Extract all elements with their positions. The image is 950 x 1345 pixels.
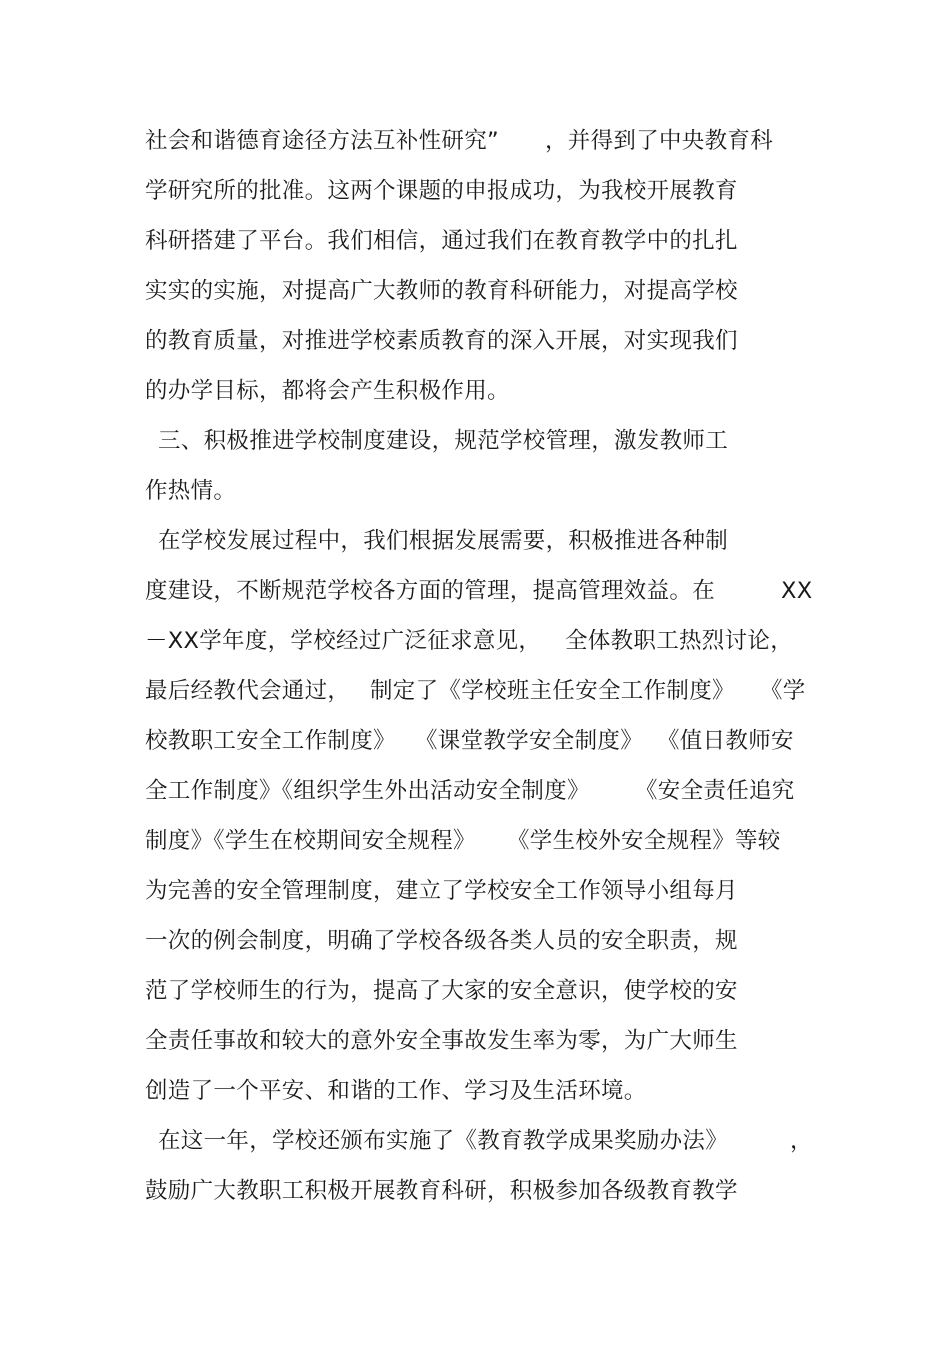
text-segment: 作热情。 (145, 478, 237, 504)
text-segment: －XX学年度，学校经过广泛征求意见， (145, 628, 542, 654)
text-segment: 《安全责任追究 (635, 778, 795, 804)
text-segment: 校教职工安全工作制度》 (145, 728, 396, 754)
text-segment: ，并得到了中央教育科 (545, 128, 774, 154)
text-segment: 一次的例会制度，明确了学校各级各类人员的安全职责，规 (145, 928, 738, 954)
text-segment: 的办学目标，都将会产生积极作用。 (145, 378, 510, 404)
text-segment: 全工作制度》《组织学生外出活动安全制度》 (145, 778, 590, 804)
text-segment: 全体教职工热烈讨论， (565, 628, 794, 654)
text-segment: 学研究所的批准。这两个课题的申报成功，为我校开展教育 (145, 178, 738, 204)
text-segment: 《课堂教学安全制度》 (415, 728, 644, 754)
text-segment: 三、积极推进学校制度建设，规范学校管理，激发教师工 (158, 428, 729, 454)
text-segment: 制定了《学校班主任安全工作制度》 (370, 678, 735, 704)
text-segment: 在这一年，学校还颁布实施了《教育教学成果奖励办法》 (158, 1128, 729, 1154)
text-segment: 创造了一个平安、和谐的工作、学习及生活环境。 (145, 1078, 647, 1104)
text-segment: 的教育质量，对推进学校素质教育的深入开展，对实现我们 (145, 328, 738, 354)
text-segment: 《学生校外安全规程》等较 (507, 828, 781, 854)
text-segment: XX (781, 578, 813, 604)
text-segment: 鼓励广大教职工积极开展教育科研，积极参加各级教育教学 (145, 1178, 738, 1204)
text-segment: ， (790, 1128, 813, 1154)
text-segment: 最后经教代会通过， (145, 678, 351, 704)
text-segment: 为完善的安全管理制度，建立了学校安全工作领导小组每月 (145, 878, 738, 904)
text-segment: 在学校发展过程中，我们根据发展需要，积极推进各种制 (158, 528, 729, 554)
text-segment: 全责任事故和较大的意外安全事故发生率为零，为广大师生 (145, 1028, 738, 1054)
text-segment: 社会和谐德育途径方法互补性研究” (145, 128, 499, 154)
text-segment: 范了学校师生的行为，提高了大家的安全意识，使学校的安 (145, 978, 738, 1004)
text-segment: 实实的实施，对提高广大教师的教育科研能力，对提高学校 (145, 278, 738, 304)
text-segment: 《学 (760, 678, 806, 704)
text-segment: 度建设，不断规范学校各方面的管理，提高管理效益。在 (145, 578, 716, 604)
text-segment: 科研搭建了平台。我们相信，通过我们在教育教学中的扎扎 (145, 228, 738, 254)
text-segment: 制度》《学生在校期间安全规程》 (145, 828, 476, 854)
text-segment: 《值日教师安 (657, 728, 794, 754)
